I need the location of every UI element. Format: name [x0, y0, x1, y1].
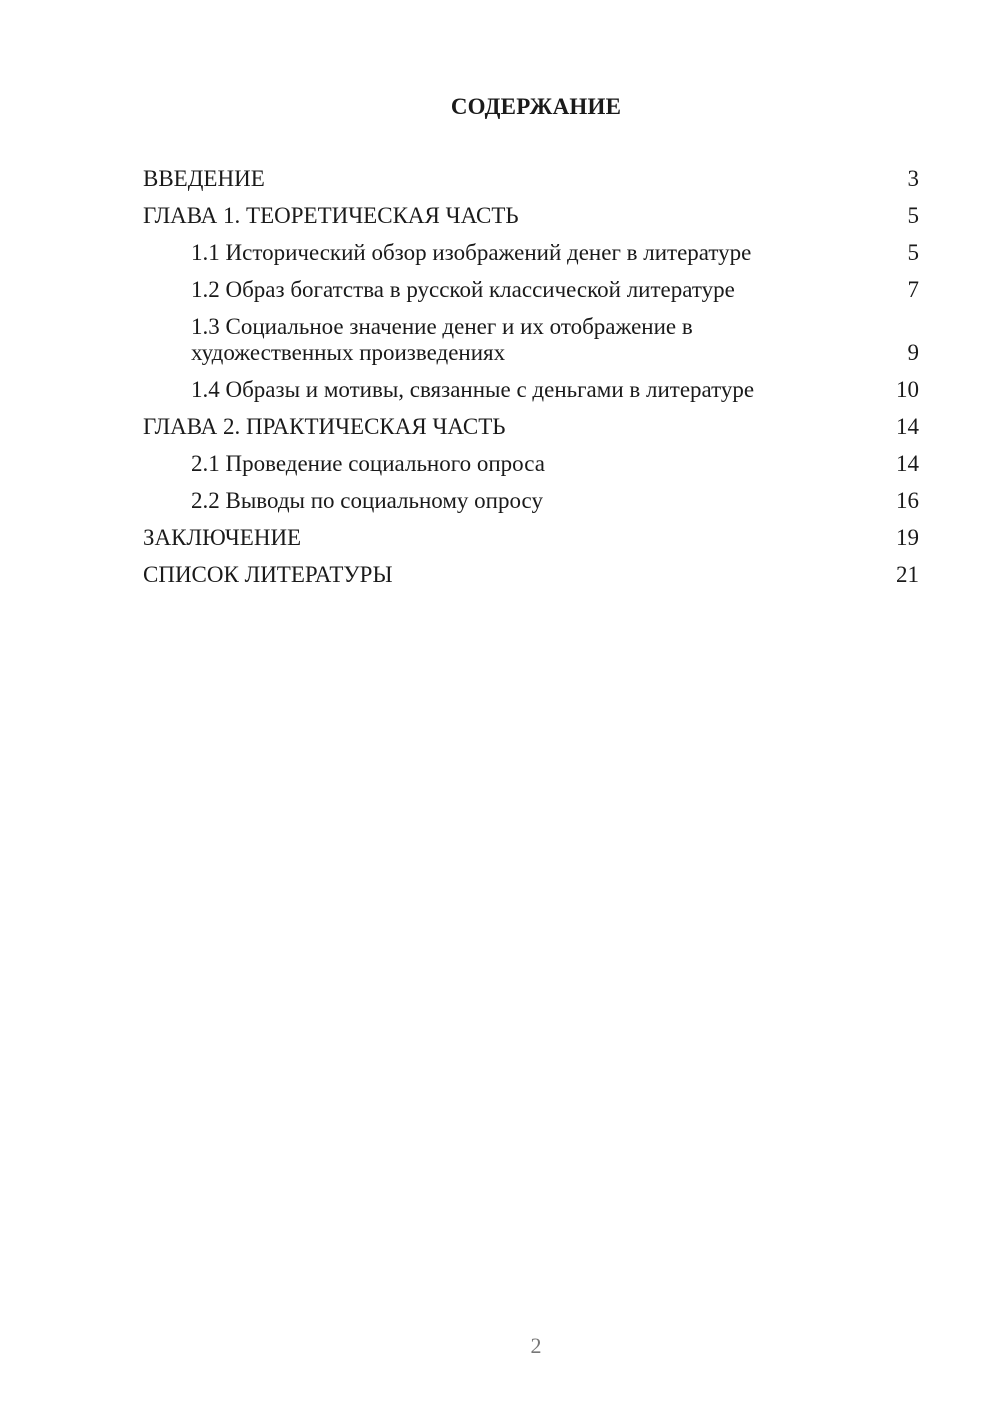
toc-entry-label: 2.2 Выводы по социальному опросу: [191, 488, 543, 513]
toc-entry-page: 5: [907, 240, 919, 265]
toc-entry-page: 16: [896, 488, 919, 513]
page-title: СОДЕРЖАНИЕ: [450, 94, 622, 119]
toc-entry-page: 7: [907, 277, 919, 302]
toc-entry-section-2-1[interactable]: [143, 451, 919, 477]
toc-entry-page: 14: [896, 451, 919, 476]
toc-entry-page: 19: [896, 525, 919, 550]
toc-entry-section-1-2[interactable]: [143, 277, 919, 303]
toc-entry-label: ВВЕДЕНИЕ: [143, 166, 265, 191]
toc-entry-section-1-1[interactable]: [143, 240, 919, 266]
toc-entry-label: 1.1 Исторический обзор изображений денег в литературе: [191, 240, 752, 265]
toc-entry-page: 9: [907, 340, 919, 365]
toc-entry-section-1-3[interactable]: [143, 314, 919, 366]
toc-entry-chapter-1[interactable]: [143, 203, 919, 229]
toc-entry-label: ЗАКЛЮЧЕНИЕ: [143, 525, 302, 550]
toc-entry-label: 1.3 Социальное значение денег и их отображение в художественных произведениях: [191, 314, 693, 365]
toc-entry-label: ГЛАВА 2. ПРАКТИЧЕСКАЯ ЧАСТЬ: [143, 414, 506, 439]
toc-entry-page: 5: [907, 203, 919, 228]
toc-entry-section-1-4[interactable]: [143, 377, 919, 403]
toc-entry-label: СПИСОК ЛИТЕРАТУРЫ: [143, 562, 393, 587]
toc-entry-conclusion[interactable]: [143, 525, 919, 551]
toc-entry-page: 10: [896, 377, 919, 402]
toc-entry-label: 2.1 Проведение социального опроса: [191, 451, 545, 476]
toc-entry-chapter-2[interactable]: [143, 414, 919, 440]
toc-entry-label: ГЛАВА 1. ТЕОРЕТИЧЕСКАЯ ЧАСТЬ: [143, 203, 519, 228]
page-number: 2: [530, 1333, 542, 1358]
toc-entry-label: 1.2 Образ богатства в русской классической литературе: [191, 277, 735, 302]
toc-entry-page: 3: [907, 166, 919, 191]
toc-entry-label: 1.4 Образы и мотивы, связанные с деньгами в литературе: [191, 377, 755, 402]
toc-entry-section-2-2[interactable]: [143, 488, 919, 514]
toc-entry-introduction[interactable]: [143, 166, 919, 192]
toc-entry-bibliography[interactable]: [143, 562, 919, 588]
toc-entry-page: 21: [896, 562, 919, 587]
toc-entry-page: 14: [896, 414, 919, 439]
table-of-contents: [143, 166, 919, 599]
